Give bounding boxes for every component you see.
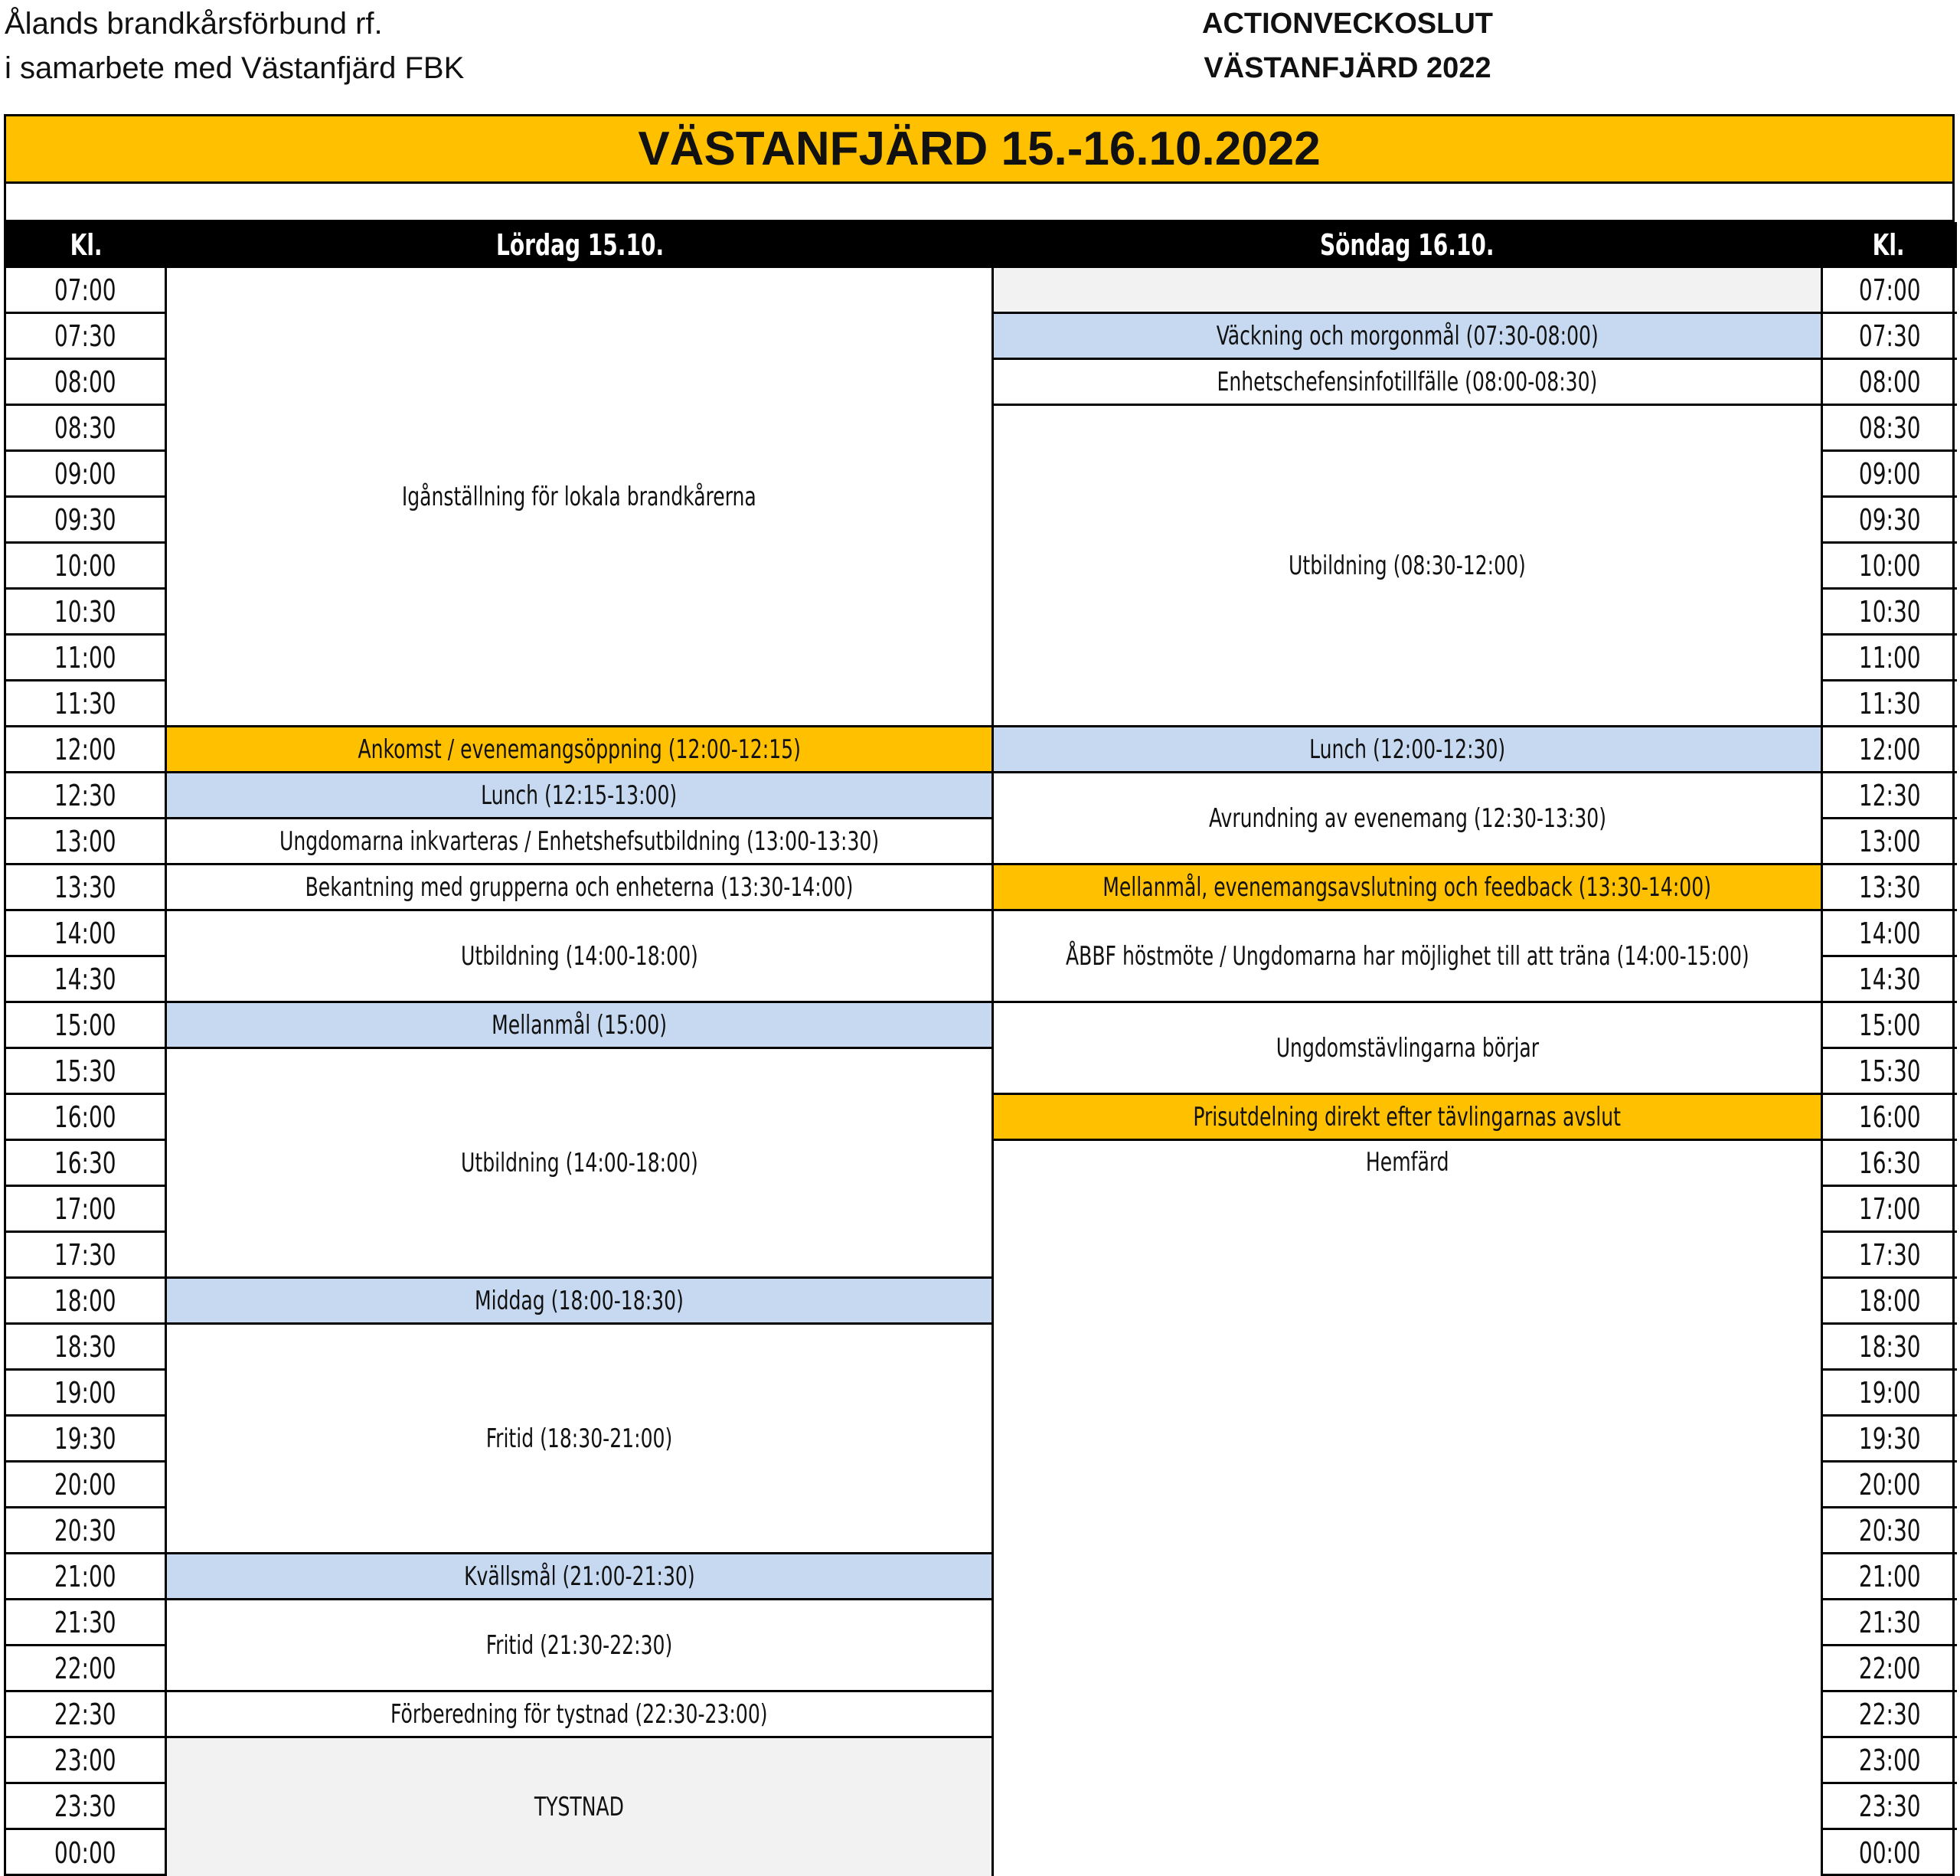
sunday-event: ÅBBF höstmöte / Ungdomarna har möjlighet till att träna (14:00-15:00) <box>994 911 1821 1003</box>
time-cell-left: 11:00 <box>6 636 167 681</box>
time-cell-right: 08:30 <box>1821 406 1957 452</box>
saturday-event: Middag (18:00-18:30) <box>167 1279 994 1325</box>
event-title-block <box>1141 2 1554 90</box>
time-cell-right: 17:30 <box>1821 1233 1957 1279</box>
time-cell-left: 17:30 <box>6 1233 167 1279</box>
time-cell-left: 07:00 <box>6 268 167 314</box>
time-cell-left: 09:00 <box>6 452 167 498</box>
time-cell-left: 20:00 <box>6 1463 167 1508</box>
time-cell-left: 19:30 <box>6 1417 167 1463</box>
time-cell-left: 14:30 <box>6 957 167 1003</box>
time-cell-right: 23:00 <box>1821 1738 1957 1784</box>
column-header-time-left: Kl. <box>6 222 167 268</box>
time-cell-left: 10:00 <box>6 544 167 590</box>
time-cell-left: 14:00 <box>6 911 167 957</box>
time-cell-left: 17:00 <box>6 1187 167 1233</box>
time-cell-right: 08:00 <box>1821 360 1957 406</box>
time-cell-left: 18:30 <box>6 1325 167 1371</box>
time-cell-right: 13:00 <box>1821 819 1957 865</box>
time-cell-right: 00:00 <box>1821 1830 1957 1876</box>
time-cell-left: 15:00 <box>6 1003 167 1049</box>
time-cell-right: 10:30 <box>1821 590 1957 636</box>
saturday-event: Utbildning (14:00-18:00) <box>167 1049 994 1279</box>
saturday-event: Bekantning med grupperna och enheterna (13:30-14:00) <box>167 865 994 911</box>
sunday-event: Avrundning av evenemang (12:30-13:30) <box>994 773 1821 865</box>
time-cell-right: 09:00 <box>1821 452 1957 498</box>
saturday-event: Kvällsmål (21:00-21:30) <box>167 1554 994 1600</box>
organizer-line-1: Ålands brandkårsförbund rf. <box>5 7 383 41</box>
sunday-event-empty <box>994 268 1821 314</box>
saturday-event: Ankomst / evenemangsöppning (12:00-12:15) <box>167 727 994 773</box>
time-cell-left: 22:30 <box>6 1692 167 1738</box>
organizer-block <box>5 2 464 90</box>
time-cell-left: 15:30 <box>6 1049 167 1095</box>
time-cell-right: 07:30 <box>1821 314 1957 360</box>
time-cell-left: 08:30 <box>6 406 167 452</box>
time-cell-right: 07:00 <box>1821 268 1957 314</box>
sunday-event: Prisutdelning direkt efter tävlingarnas avslut <box>994 1095 1821 1141</box>
saturday-event: Ungdomarna inkvarteras / Enhetshefsutbildning (13:00-13:30) <box>167 819 994 865</box>
time-cell-left: 13:00 <box>6 819 167 865</box>
schedule-table <box>4 220 1955 1876</box>
time-cell-right: 15:30 <box>1821 1049 1957 1095</box>
time-cell-right: 14:00 <box>1821 911 1957 957</box>
sunday-event: Mellanmål, evenemangsavslutning och feedback (13:30-14:00) <box>994 865 1821 911</box>
saturday-event: TYSTNAD <box>167 1738 994 1876</box>
time-cell-right: 16:00 <box>1821 1095 1957 1141</box>
time-cell-right: 19:30 <box>1821 1417 1957 1463</box>
sunday-event: Enhetschefensinfotillfälle (08:00-08:30) <box>994 360 1821 406</box>
time-cell-right: 14:30 <box>1821 957 1957 1003</box>
time-cell-left: 21:00 <box>6 1554 167 1600</box>
event-title-line-1: ACTIONVECKOSLUT <box>1202 8 1493 40</box>
time-cell-left: 00:00 <box>6 1830 167 1876</box>
time-cell-right: 12:30 <box>1821 773 1957 819</box>
time-cell-right: 13:30 <box>1821 865 1957 911</box>
time-cell-right: 09:30 <box>1821 498 1957 544</box>
time-cell-right: 18:30 <box>1821 1325 1957 1371</box>
time-cell-right: 11:00 <box>1821 636 1957 681</box>
time-cell-right: 15:00 <box>1821 1003 1957 1049</box>
time-cell-right: 21:30 <box>1821 1600 1957 1646</box>
time-cell-right: 23:30 <box>1821 1784 1957 1830</box>
sunday-event: Utbildning (08:30-12:00) <box>994 406 1821 727</box>
time-cell-left: 16:30 <box>6 1141 167 1187</box>
time-cell-left: 21:30 <box>6 1600 167 1646</box>
saturday-event: Förberedning för tystnad (22:30-23:00) <box>167 1692 994 1738</box>
time-cell-right: 20:00 <box>1821 1463 1957 1508</box>
column-header-sunday: Söndag 16.10. <box>994 222 1821 268</box>
time-cell-right: 10:00 <box>1821 544 1957 590</box>
time-cell-left: 10:30 <box>6 590 167 636</box>
column-header-saturday: Lördag 15.10. <box>167 222 994 268</box>
time-cell-right: 12:00 <box>1821 727 1957 773</box>
time-cell-left: 07:30 <box>6 314 167 360</box>
saturday-event: Fritid (18:30-21:00) <box>167 1325 994 1554</box>
sunday-event: Väckning och morgonmål (07:30-08:00) <box>994 314 1821 360</box>
sunday-event: Lunch (12:00-12:30) <box>994 727 1821 773</box>
event-title-line-2: VÄSTANFJÄRD 2022 <box>1204 52 1491 84</box>
column-header-time-right: Kl. <box>1821 222 1957 268</box>
time-cell-right: 21:00 <box>1821 1554 1957 1600</box>
saturday-event: Igånställning för lokala brandkårerna <box>167 268 994 727</box>
banner-spacer <box>4 184 1955 220</box>
time-cell-right: 17:00 <box>1821 1187 1957 1233</box>
saturday-event: Utbildning (14:00-18:00) <box>167 911 994 1003</box>
time-cell-left: 23:30 <box>6 1784 167 1830</box>
saturday-event: Fritid (21:30-22:30) <box>167 1600 994 1692</box>
time-cell-right: 18:00 <box>1821 1279 1957 1325</box>
time-cell-left: 18:00 <box>6 1279 167 1325</box>
sunday-event: Hemfärd <box>994 1141 1821 1876</box>
time-cell-left: 12:30 <box>6 773 167 819</box>
time-cell-left: 16:00 <box>6 1095 167 1141</box>
time-cell-left: 13:30 <box>6 865 167 911</box>
time-cell-right: 11:30 <box>1821 681 1957 727</box>
time-cell-left: 09:30 <box>6 498 167 544</box>
sunday-event: Ungdomstävlingarna börjar <box>994 1003 1821 1095</box>
time-cell-right: 22:00 <box>1821 1646 1957 1692</box>
time-cell-right: 19:00 <box>1821 1371 1957 1417</box>
saturday-event: Mellanmål (15:00) <box>167 1003 994 1049</box>
time-cell-right: 16:30 <box>1821 1141 1957 1187</box>
saturday-event: Lunch (12:15-13:00) <box>167 773 994 819</box>
time-cell-right: 22:30 <box>1821 1692 1957 1738</box>
time-cell-right: 20:30 <box>1821 1508 1957 1554</box>
time-cell-left: 22:00 <box>6 1646 167 1692</box>
time-cell-left: 19:00 <box>6 1371 167 1417</box>
time-cell-left: 12:00 <box>6 727 167 773</box>
time-cell-left: 08:00 <box>6 360 167 406</box>
time-cell-left: 20:30 <box>6 1508 167 1554</box>
time-cell-left: 23:00 <box>6 1738 167 1784</box>
organizer-line-2: i samarbete med Västanfjärd FBK <box>5 51 465 85</box>
date-banner: VÄSTANFJÄRD 15.-16.10.2022 <box>4 114 1955 184</box>
time-cell-left: 11:30 <box>6 681 167 727</box>
